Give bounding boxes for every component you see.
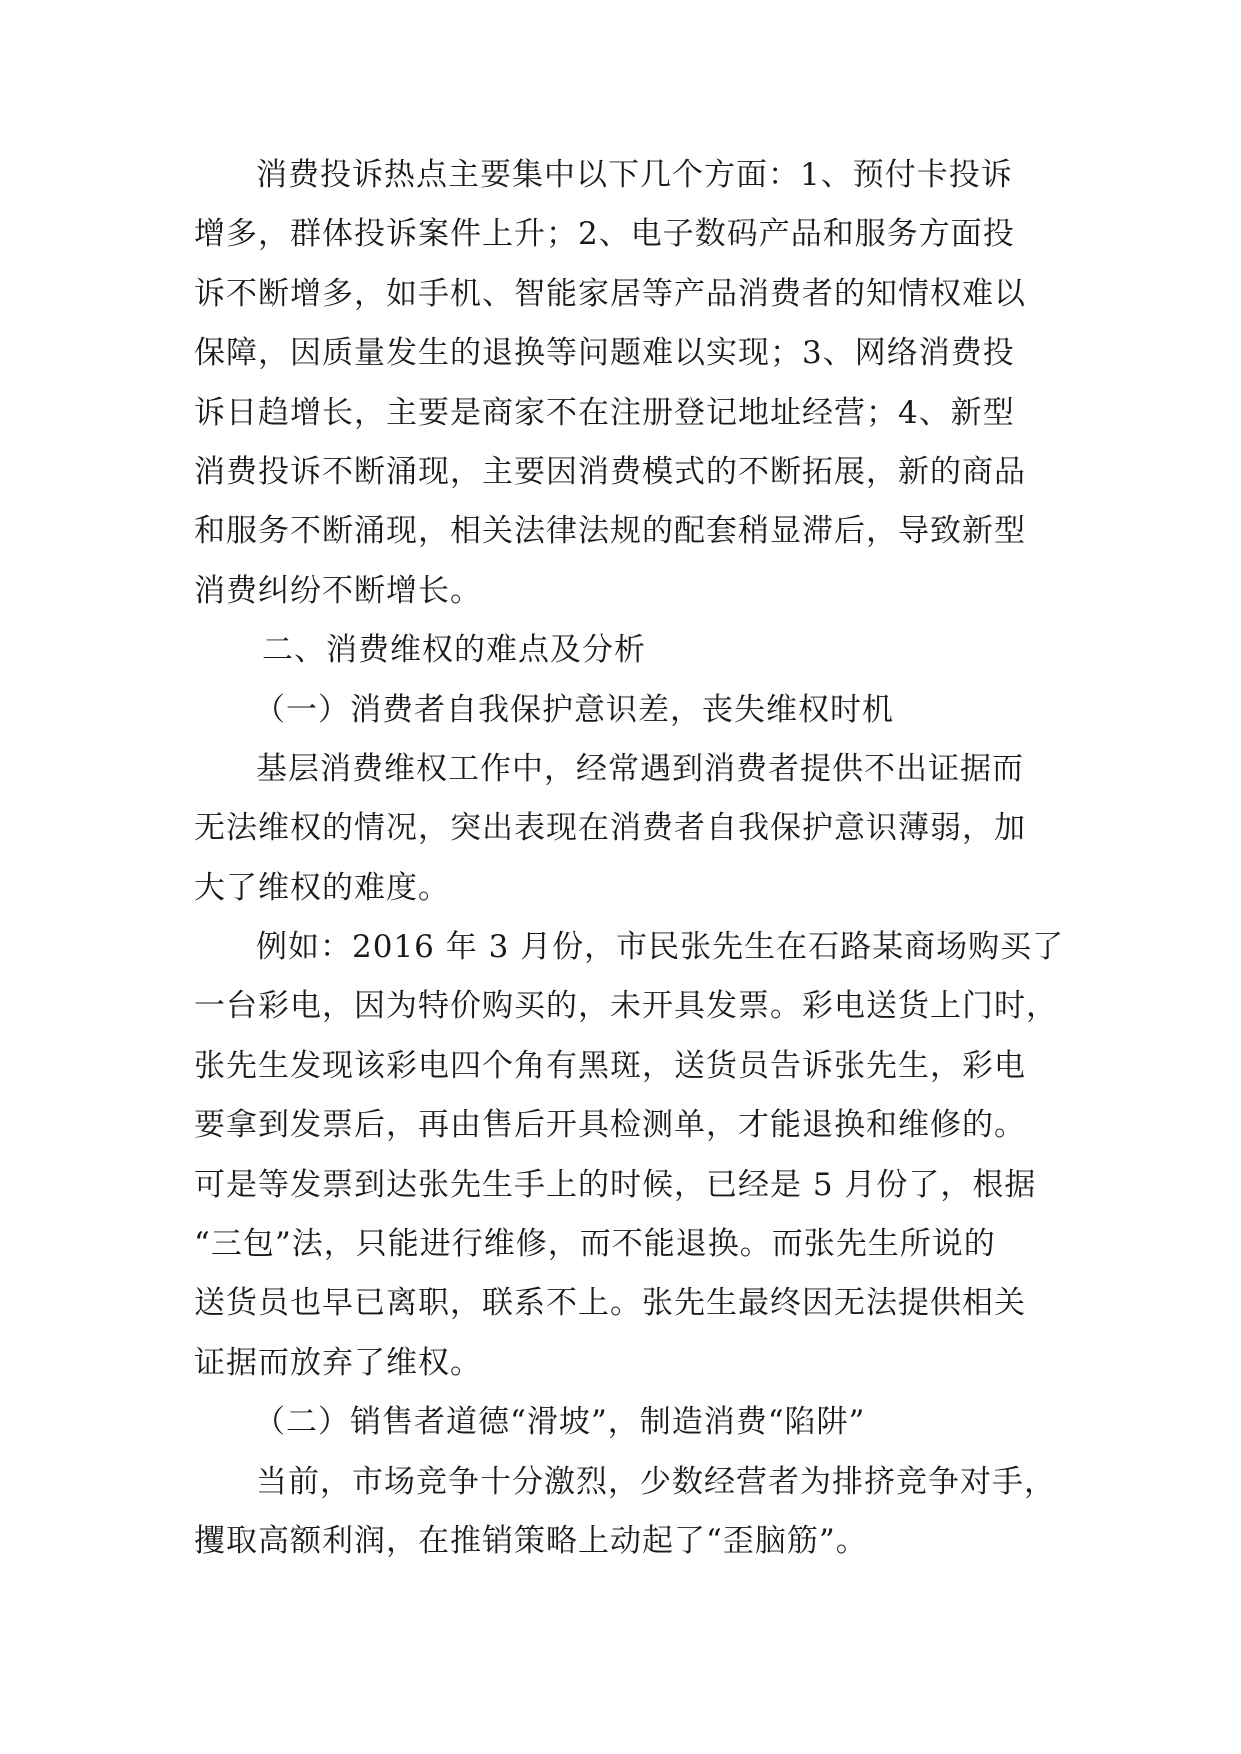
document-body xyxy=(194,146,1065,1571)
paragraph-line: 消费纠纷不断增长。 xyxy=(194,572,482,609)
subsection-heading: （一）消费者自我保护意识差，丧失维权时机 xyxy=(254,691,894,728)
paragraph-line: 消费投诉热点主要集中以下几个方面：1、预付卡投诉 xyxy=(256,157,1013,193)
paragraph-line: “三包”法，只能进行维修，而不能退换。而张先生所说的 xyxy=(194,1226,996,1263)
paragraph-line: 张先生发现该彩电四个角有黑斑，送货员告诉张先生，彩电 xyxy=(194,1047,1026,1084)
paragraph-line: 攫取高额利润，在推销策略上动起了“歪脑筋”。 xyxy=(194,1522,868,1559)
paragraph-line: 大了维权的难度。 xyxy=(194,869,450,906)
paragraph-line: 消费投诉不断涌现，主要因消费模式的不断拓展，新的商品 xyxy=(194,453,1026,490)
section-heading: 二、消费维权的难点及分析 xyxy=(262,632,646,669)
paragraph-line: 例如：2016 年 3 月份，市民张先生在石路某商场购买了 xyxy=(256,929,1065,966)
paragraph-line: 无法维权的情况，突出表现在消费者自我保护意识薄弱，加 xyxy=(194,810,1026,847)
paragraph-line: 基层消费维权工作中，经常遇到消费者提供不出证据而 xyxy=(256,750,1024,787)
paragraph-line: 保障，因质量发生的退换等问题难以实现；3、网络消费投 xyxy=(194,335,1015,372)
paragraph-line: 送货员也早已离职，联系不上。张先生最终因无法提供相关 xyxy=(194,1285,1026,1322)
paragraph-line: 要拿到发票后，再由售后开具检测单，才能退换和维修的。 xyxy=(194,1107,1026,1144)
paragraph-line: 诉日趋增长，主要是商家不在注册登记地址经营；4、新型 xyxy=(194,394,1015,431)
paragraph-line: 和服务不断涌现，相关法律法规的配套稍显滞后，导致新型 xyxy=(194,513,1026,550)
paragraph-line: 诉不断增多，如手机、智能家居等产品消费者的知情权难以 xyxy=(194,275,1026,312)
paragraph-line: 增多，群体投诉案件上升；2、电子数码产品和服务方面投 xyxy=(194,216,1015,253)
paragraph-line: 证据而放弃了维权。 xyxy=(194,1344,482,1381)
subsection-heading: （二）销售者道德“滑坡”，制造消费“陷阱” xyxy=(254,1404,866,1441)
paragraph-line: 可是等发票到达张先生手上的时候，已经是 5 月份了，根据 xyxy=(194,1166,1037,1203)
paragraph-line: 一台彩电，因为特价购买的，未开具发票。彩电送货上门时， xyxy=(194,988,1058,1025)
paragraph-line: 当前，市场竞争十分激烈，少数经营者为排挤竞争对手， xyxy=(256,1463,1056,1500)
